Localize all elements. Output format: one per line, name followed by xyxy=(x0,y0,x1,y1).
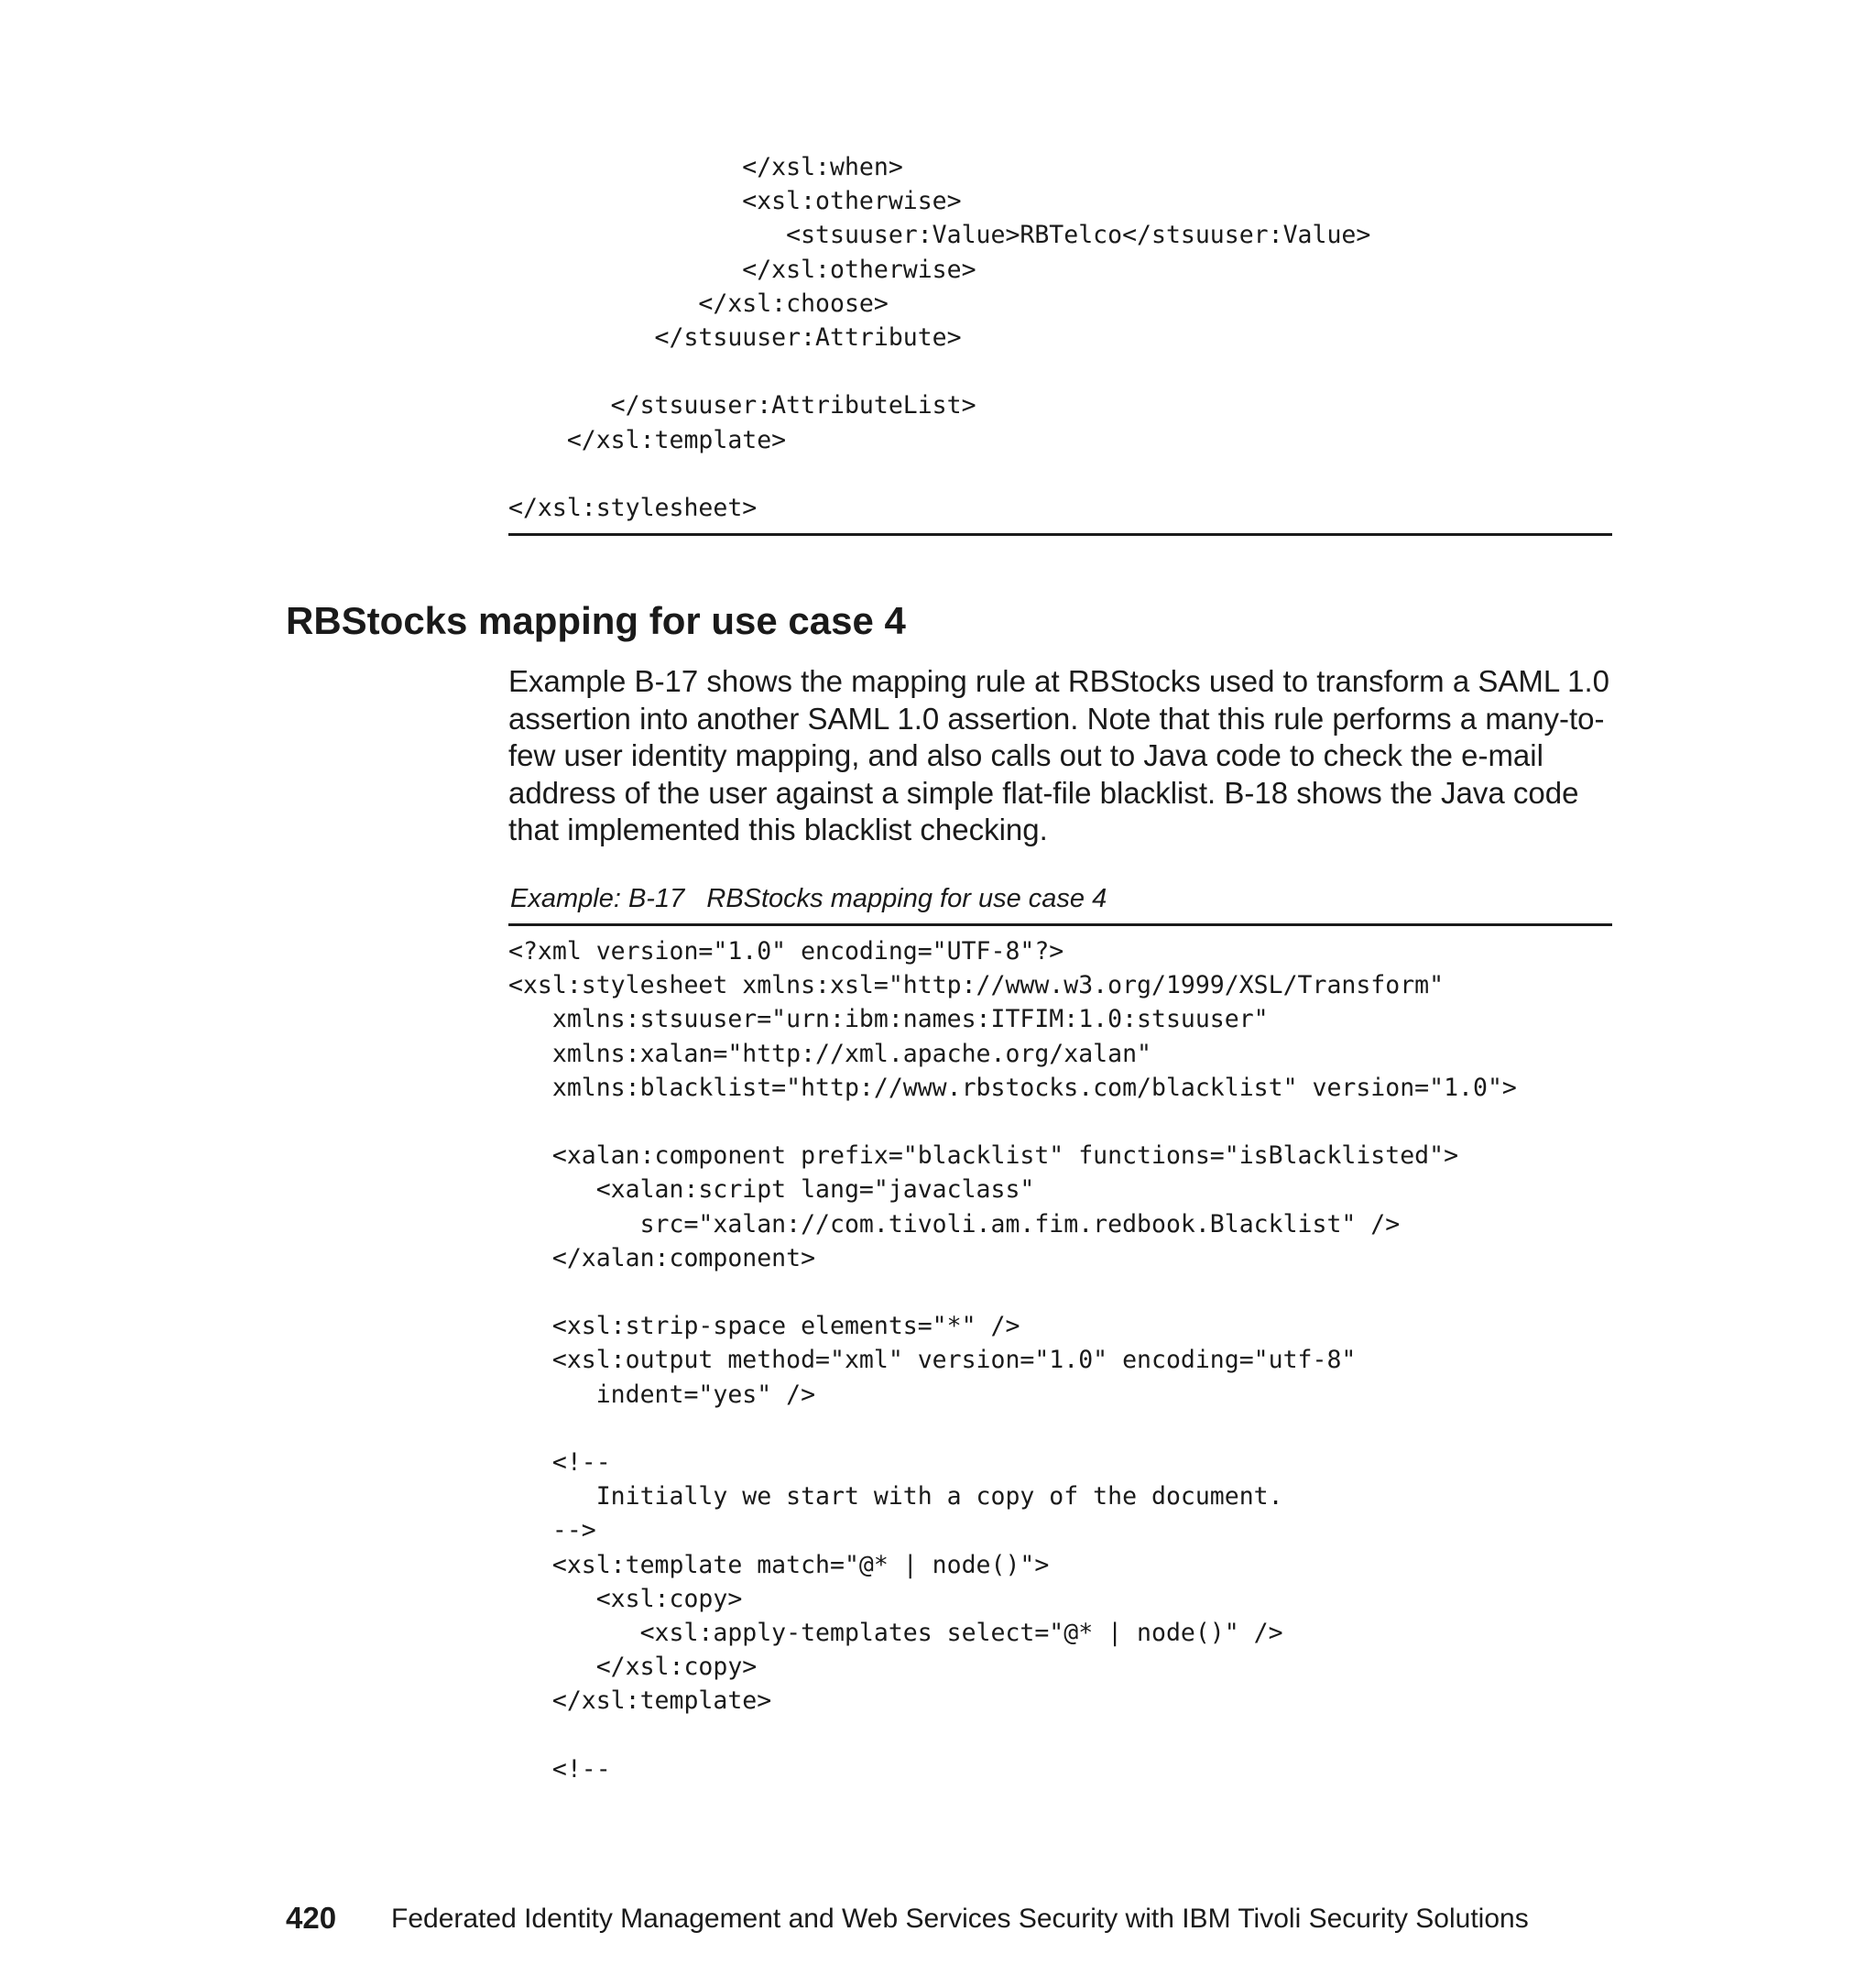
example-code-listing: <?xml version="1.0" encoding="UTF-8"?> <xsl:stylesheet xmlns:xsl="http://www.w3.org/1999/XSL/Transform" xmlns:stsuuser="urn:ibm:names:ITFIM:1.0:stsuuser" xmlns:xalan="http://xml.apache.org/xalan" xmlns:blacklist="http://www.rbstocks.com/blacklist" version="1.0"> <xalan:component prefix="blacklist" functions="isBlacklisted"> <xalan:script lang="javaclass" src="xalan://com.tivoli.am.fim.redbook.Blacklist" /> </xalan:component> <xsl:strip-space elements="*" /> <xsl:output method="xml" version="1.0" encoding="utf-8" indent="yes" /> <!-- Initially we start with a copy of the document. --> <xsl:template match="@* | node()"> <xsl:copy> <xsl:apply-templates select="@* | node()" /> </xsl:copy> </xsl:template> <!-- xyxy=(508,937,1517,1784)
section-heading: RBStocks mapping for use case 4 xyxy=(286,599,906,642)
page-number: 420 xyxy=(286,1901,337,1935)
example-caption: Example: B-17 RBStocks mapping for use case 4 xyxy=(510,884,1107,913)
example-caption-rule xyxy=(508,923,1612,926)
section-paragraph: Example B-17 shows the mapping rule at RBStocks used to transform a SAML 1.0 assertion into another SAML 1.0 assertion. Note that this rule performs a many-to-few user identity mapping, and also calls out to Java code to check the e-mail address of the user against a simple flat-file blacklist. B-18 shows the Java code that implemented this blacklist checking. xyxy=(508,664,1610,847)
footer-book-title: Federated Identity Management and Web Services Security with IBM Tivoli Security Solutions xyxy=(391,1904,1529,1934)
code-listing-end-rule xyxy=(508,533,1612,536)
code-listing-continued: </xsl:when> <xsl:otherwise> <stsuuser:Value>RBTelco</stsuuser:Value> </xsl:otherwise> </xsl:choose> </stsuuser:Attribute> </stsuuser:AttributeList> </xsl:template> </xsl:stylesheet> xyxy=(508,153,1371,523)
